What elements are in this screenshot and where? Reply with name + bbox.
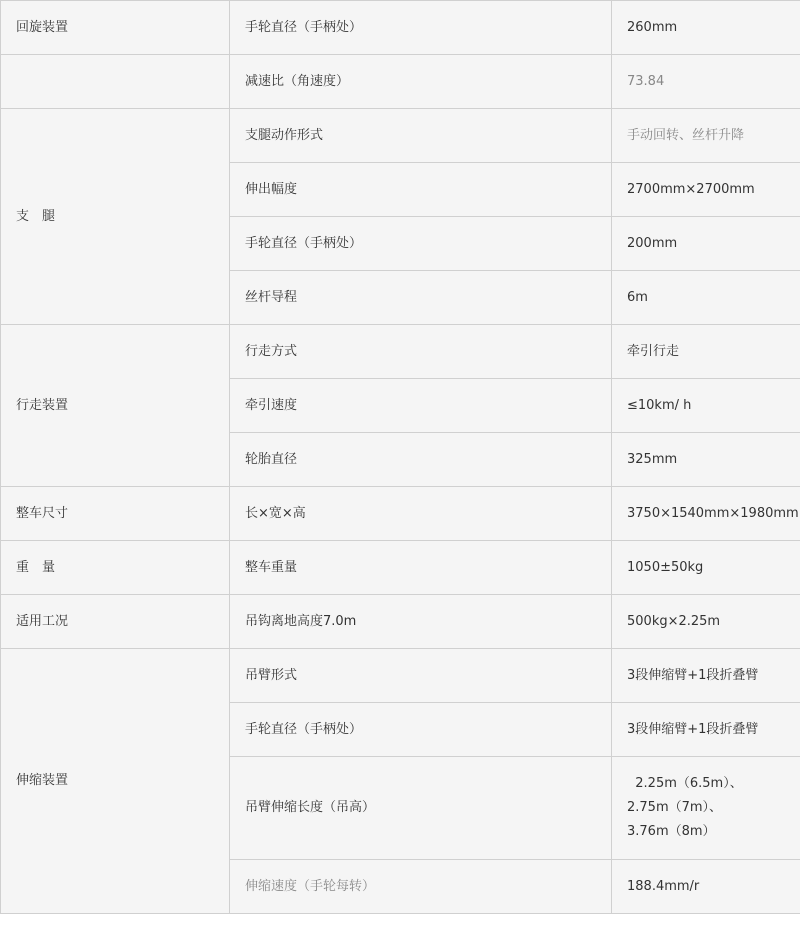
value-line: 2.75m（7m）、 <box>627 800 723 815</box>
value-cell: 牵引行走 <box>612 325 800 379</box>
value-cell: 3段伸缩臂+1段折叠臂 <box>612 649 800 703</box>
category-cell: 伸缩装置 <box>1 649 230 914</box>
category-cell: 支 腿 <box>1 109 230 325</box>
value-cell: 1050±50kg <box>612 541 800 595</box>
param-cell: 手轮直径（手柄处） <box>230 1 612 55</box>
value-cell: 73.84 <box>612 55 800 109</box>
table-row <box>1 1 800 55</box>
value-cell: 500kg×2.25m <box>612 595 800 649</box>
param-cell: 支腿动作形式 <box>230 109 612 163</box>
param-cell: 手轮直径（手柄处） <box>230 703 612 757</box>
param-cell: 整车重量 <box>230 541 612 595</box>
value-cell: 手动回转、丝杆升降 <box>612 109 800 163</box>
param-cell: 吊臂形式 <box>230 649 612 703</box>
table-row <box>1 649 800 703</box>
table-row <box>1 487 800 541</box>
param-cell: 减速比（角速度） <box>230 55 612 109</box>
param-cell: 吊臂伸缩长度（吊高） <box>230 757 612 860</box>
value-cell <box>612 757 800 860</box>
param-cell: 长×宽×高 <box>230 487 612 541</box>
category-cell-empty <box>1 55 230 109</box>
param-cell: 轮胎直径 <box>230 433 612 487</box>
table-row <box>1 541 800 595</box>
value-cell: 3750×1540mm×1980mm <box>612 487 800 541</box>
table-row <box>1 595 800 649</box>
param-cell: 丝杆导程 <box>230 271 612 325</box>
category-cell: 行走装置 <box>1 325 230 487</box>
param-cell: 伸出幅度 <box>230 163 612 217</box>
param-cell: 手轮直径（手柄处） <box>230 217 612 271</box>
table-row <box>1 325 800 379</box>
value-cell: ≤10km/ h <box>612 379 800 433</box>
value-cell: 260mm <box>612 1 800 55</box>
value-cell: 325mm <box>612 433 800 487</box>
value-cell: 200mm <box>612 217 800 271</box>
category-cell: 适用工况 <box>1 595 230 649</box>
value-cell: 3段伸缩臂+1段折叠臂 <box>612 703 800 757</box>
param-cell: 伸缩速度（手轮每转） <box>230 860 612 914</box>
param-cell: 吊钩离地高度7.0m <box>230 595 612 649</box>
category-cell: 重 量 <box>1 541 230 595</box>
param-cell: 牵引速度 <box>230 379 612 433</box>
value-cell: 188.4mm/r <box>612 860 800 914</box>
value-line: 2.25m（6.5m）、 <box>627 776 743 791</box>
table-row <box>1 109 800 163</box>
category-cell: 整车尺寸 <box>1 487 230 541</box>
category-cell: 回旋装置 <box>1 1 230 55</box>
value-cell: 2700mm×2700mm <box>612 163 800 217</box>
value-line: 3.76m（8m） <box>627 824 716 839</box>
param-cell: 行走方式 <box>230 325 612 379</box>
value-cell: 6m <box>612 271 800 325</box>
table-row <box>1 55 800 109</box>
